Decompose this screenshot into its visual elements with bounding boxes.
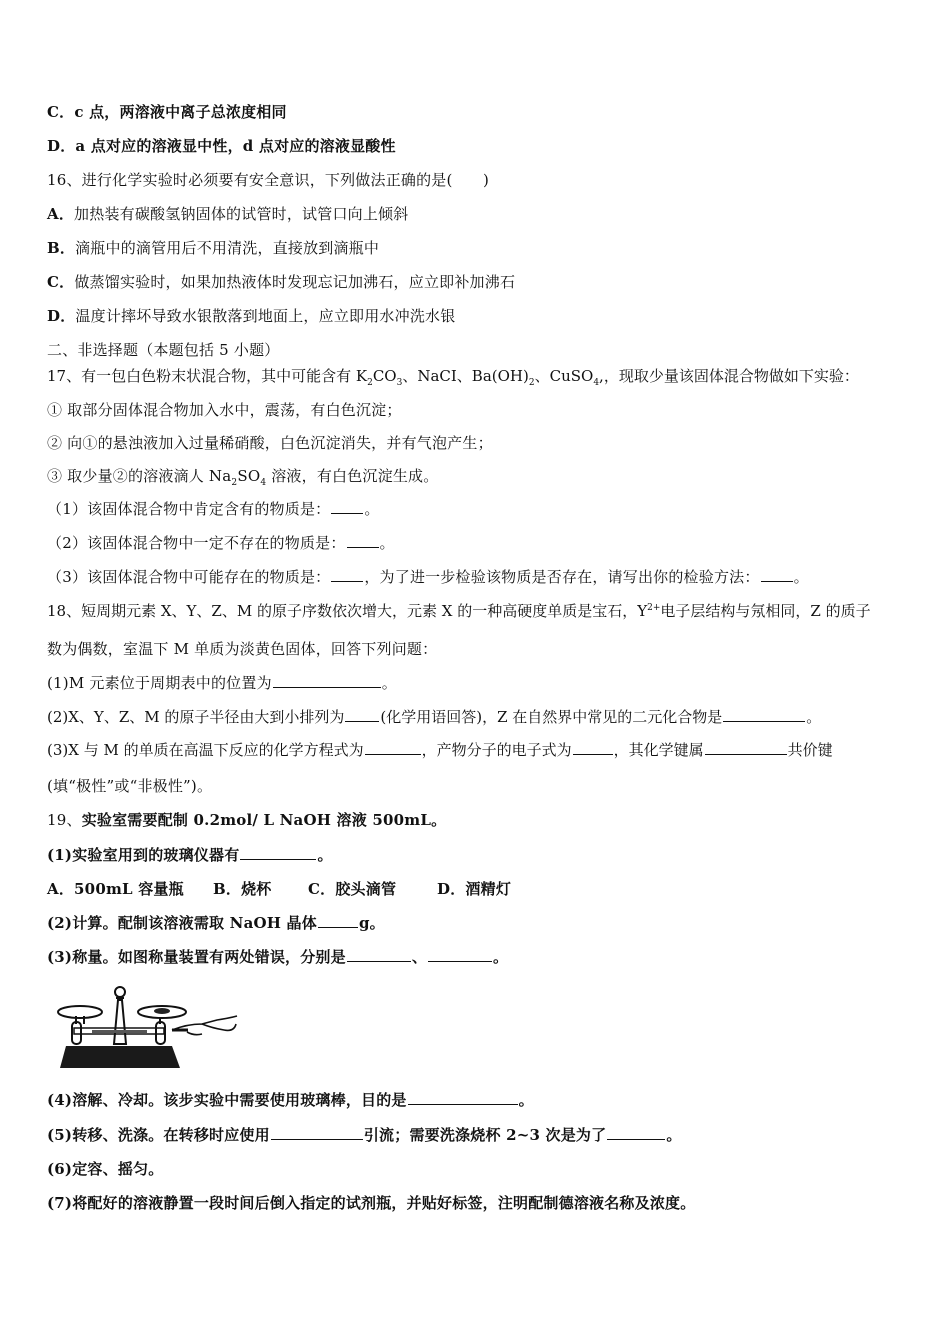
text: (2)计算。配制该溶液需取 NaOH 晶体 xyxy=(47,914,317,932)
q18-stem xyxy=(47,601,871,621)
text: 。 xyxy=(518,1091,534,1109)
text: (5)转移、洗涤。在转移时应使用 xyxy=(47,1126,270,1144)
q19-sub-3 xyxy=(47,947,508,967)
balance-scale-icon xyxy=(52,980,242,1072)
option-text: 酒精灯 xyxy=(465,880,512,898)
answer-blank[interactable] xyxy=(607,1125,665,1140)
q17-sub-3 xyxy=(47,567,809,587)
answer-blank[interactable] xyxy=(318,913,358,928)
text: SO xyxy=(237,467,261,485)
q18-sub-2 xyxy=(47,707,821,727)
text: （1）该固体混合物中肯定含有的物质是： xyxy=(47,500,331,518)
answer-blank[interactable] xyxy=(573,740,613,755)
q19-option-d xyxy=(437,879,511,899)
text: (3)称量。如图称量装置有两处错误，分别是 xyxy=(47,948,346,966)
answer-blank[interactable] xyxy=(723,707,805,722)
q19-sub-7: (7)将配好的溶液静置一段时间后倒入指定的试剂瓶，并贴好标签，注明配制德溶液名称及浓度。 xyxy=(47,1194,696,1212)
text: 、 xyxy=(411,948,428,966)
q18-sub-3 xyxy=(47,740,833,760)
text: 。 xyxy=(379,534,395,552)
option-letter: D． xyxy=(47,137,76,155)
option-letter: B． xyxy=(47,239,76,257)
answer-blank[interactable] xyxy=(347,533,379,548)
option-text: 500mL 容量瓶 xyxy=(74,880,184,898)
text: （2）该固体混合物中一定不存在的物质是： xyxy=(47,534,346,552)
text: 。 xyxy=(493,948,509,966)
q19-option-a xyxy=(47,879,213,899)
answer-blank[interactable] xyxy=(240,845,316,860)
option-text: c 点，两溶液中离子总浓度相同 xyxy=(74,103,287,121)
option-letter: B． xyxy=(213,880,242,898)
subscript: 4 xyxy=(593,378,600,388)
q17-sub-2 xyxy=(47,533,395,553)
q19-sub-1 xyxy=(47,845,333,865)
q16-option-c xyxy=(47,272,515,292)
subscript: 2 xyxy=(367,378,373,388)
text: (化学用语回答)，Z 在自然界中常见的二元化合物是 xyxy=(380,708,723,726)
q16-option-d xyxy=(47,306,455,326)
q17-sub-1 xyxy=(47,499,380,519)
text: ，其化学键属 xyxy=(613,741,704,759)
text: 、CuSO xyxy=(534,367,594,385)
answer-blank[interactable] xyxy=(271,1125,363,1140)
option-letter: D． xyxy=(437,880,466,898)
q16-stem: 16、进行化学实验时必须要有安全意识，下列做法正确的是( ) xyxy=(47,171,489,189)
q17-step-3 xyxy=(47,466,438,486)
q17-step-2: ② 向①的悬浊液加入过量稀硝酸，白色沉淀消失，并有气泡产生； xyxy=(47,434,493,452)
option-text: 加热装有碳酸氢钠固体的试管时，试管口向上倾斜 xyxy=(74,205,409,223)
q19-option-b xyxy=(213,879,308,899)
text: 、NaCI、Ba(OH) xyxy=(402,367,529,385)
text: (1)M 元素位于周期表中的位置为 xyxy=(47,674,272,692)
text: 。 xyxy=(793,568,809,586)
q17-stem xyxy=(47,366,859,386)
text: (2)X、Y、Z、M 的原子半径由大到小排列为 xyxy=(47,708,345,726)
text: 共价键 xyxy=(787,741,833,759)
subscript: 4 xyxy=(260,478,267,488)
section-heading: 二、非选择题（本题包括 5 小题） xyxy=(47,341,280,359)
question-number: 19、 xyxy=(47,811,82,829)
answer-blank[interactable] xyxy=(408,1090,518,1105)
q19-sub-2 xyxy=(47,913,385,933)
text: 实验室需要配制 0.2mol/ L NaOH 溶液 500mL。 xyxy=(81,811,447,829)
q19-stem xyxy=(47,810,446,830)
text: 18、短周期元素 X、Y、Z、M 的原子序数依次增大，元素 X 的一种高硬度单质是宝石，Y xyxy=(47,602,648,620)
text: 17、有一包白色粉末状混合物，其中可能含有 K xyxy=(47,367,368,385)
text: 。 xyxy=(381,674,397,692)
text: 。 xyxy=(666,1126,682,1144)
answer-blank[interactable] xyxy=(365,740,421,755)
text: ，为了进一步检验该物质是否存在，请写出你的检验方法： xyxy=(364,568,760,586)
text: 溶液，有白色沉淀生成。 xyxy=(266,467,439,485)
option-text: 滴瓶中的滴管用后不用清洗，直接放到滴瓶中 xyxy=(75,239,380,257)
text: (3)X 与 M 的单质在高温下反应的化学方程式为 xyxy=(47,741,364,759)
q18-sub-1 xyxy=(47,673,397,693)
q19-option-c xyxy=(308,879,437,899)
text: g。 xyxy=(358,914,385,932)
text: ,，现取少量该固体混合物做如下实验： xyxy=(599,367,859,385)
q18-sub-3-line2: (填“极性”或“非极性”)。 xyxy=(47,777,213,795)
option-text: 胶头滴管 xyxy=(335,880,397,898)
text: 引流；需要洗涤烧杯 2~3 次是为了 xyxy=(363,1126,607,1144)
balance-scale-figure xyxy=(52,980,242,1072)
option-letter: D． xyxy=(47,307,76,325)
q16-option-b xyxy=(47,238,379,258)
superscript: 2+ xyxy=(647,603,661,613)
option-letter: A． xyxy=(47,880,75,898)
answer-blank[interactable] xyxy=(345,707,379,722)
option-text: a 点对应的溶液显中性，d 点对应的溶液显酸性 xyxy=(75,137,396,155)
option-letter: A． xyxy=(47,205,75,223)
answer-blank[interactable] xyxy=(273,673,381,688)
q16-option-a xyxy=(47,204,408,224)
q19-options xyxy=(47,879,511,899)
text: (4)溶解、冷却。该步实验中需要使用玻璃棒，目的是 xyxy=(47,1091,407,1109)
q19-sub-5 xyxy=(47,1125,682,1145)
answer-blank[interactable] xyxy=(761,567,793,582)
q19-sub-4 xyxy=(47,1090,534,1110)
text: （3）该固体混合物中可能存在的物质是： xyxy=(47,568,331,586)
answer-blank[interactable] xyxy=(705,740,787,755)
answer-blank[interactable] xyxy=(331,499,363,514)
text: ，产物分子的电子式为 xyxy=(421,741,572,759)
q19-sub-6: (6)定容、摇匀。 xyxy=(47,1160,164,1178)
option-letter: C． xyxy=(308,880,336,898)
text: CO xyxy=(372,367,397,385)
option-letter: C． xyxy=(47,273,75,291)
answer-blank[interactable] xyxy=(428,947,492,962)
q15-option-c xyxy=(47,102,287,122)
answer-blank[interactable] xyxy=(347,947,411,962)
subscript: 2 xyxy=(528,378,535,388)
q15-option-d xyxy=(47,136,396,156)
text: 。 xyxy=(364,500,380,518)
option-text: 烧杯 xyxy=(241,880,272,898)
text: ③ 取少量②的溶液滴人 Na xyxy=(47,467,232,485)
option-text: 做蒸馏实验时，如果加热液体时发现忘记加沸石，应立即补加沸石 xyxy=(74,273,516,291)
q17-step-1: ① 取部分固体混合物加入水中，震荡，有白色沉淀； xyxy=(47,401,402,419)
subscript: 2 xyxy=(231,478,238,488)
answer-blank[interactable] xyxy=(331,567,363,582)
text: 。 xyxy=(806,708,822,726)
text: 电子层结构与氖相同，Z 的质子 xyxy=(660,602,871,620)
option-text: 温度计摔坏导致水银散落到地面上，应立即用水冲洗水银 xyxy=(75,307,456,325)
option-letter: C． xyxy=(47,103,75,121)
text: 。 xyxy=(317,846,333,864)
text: (1)实验室用到的玻璃仪器有 xyxy=(47,846,240,864)
subscript: 3 xyxy=(396,378,403,388)
q18-stem-line2: 数为偶数，室温下 M 单质为淡黄色固体，回答下列问题： xyxy=(47,640,438,658)
